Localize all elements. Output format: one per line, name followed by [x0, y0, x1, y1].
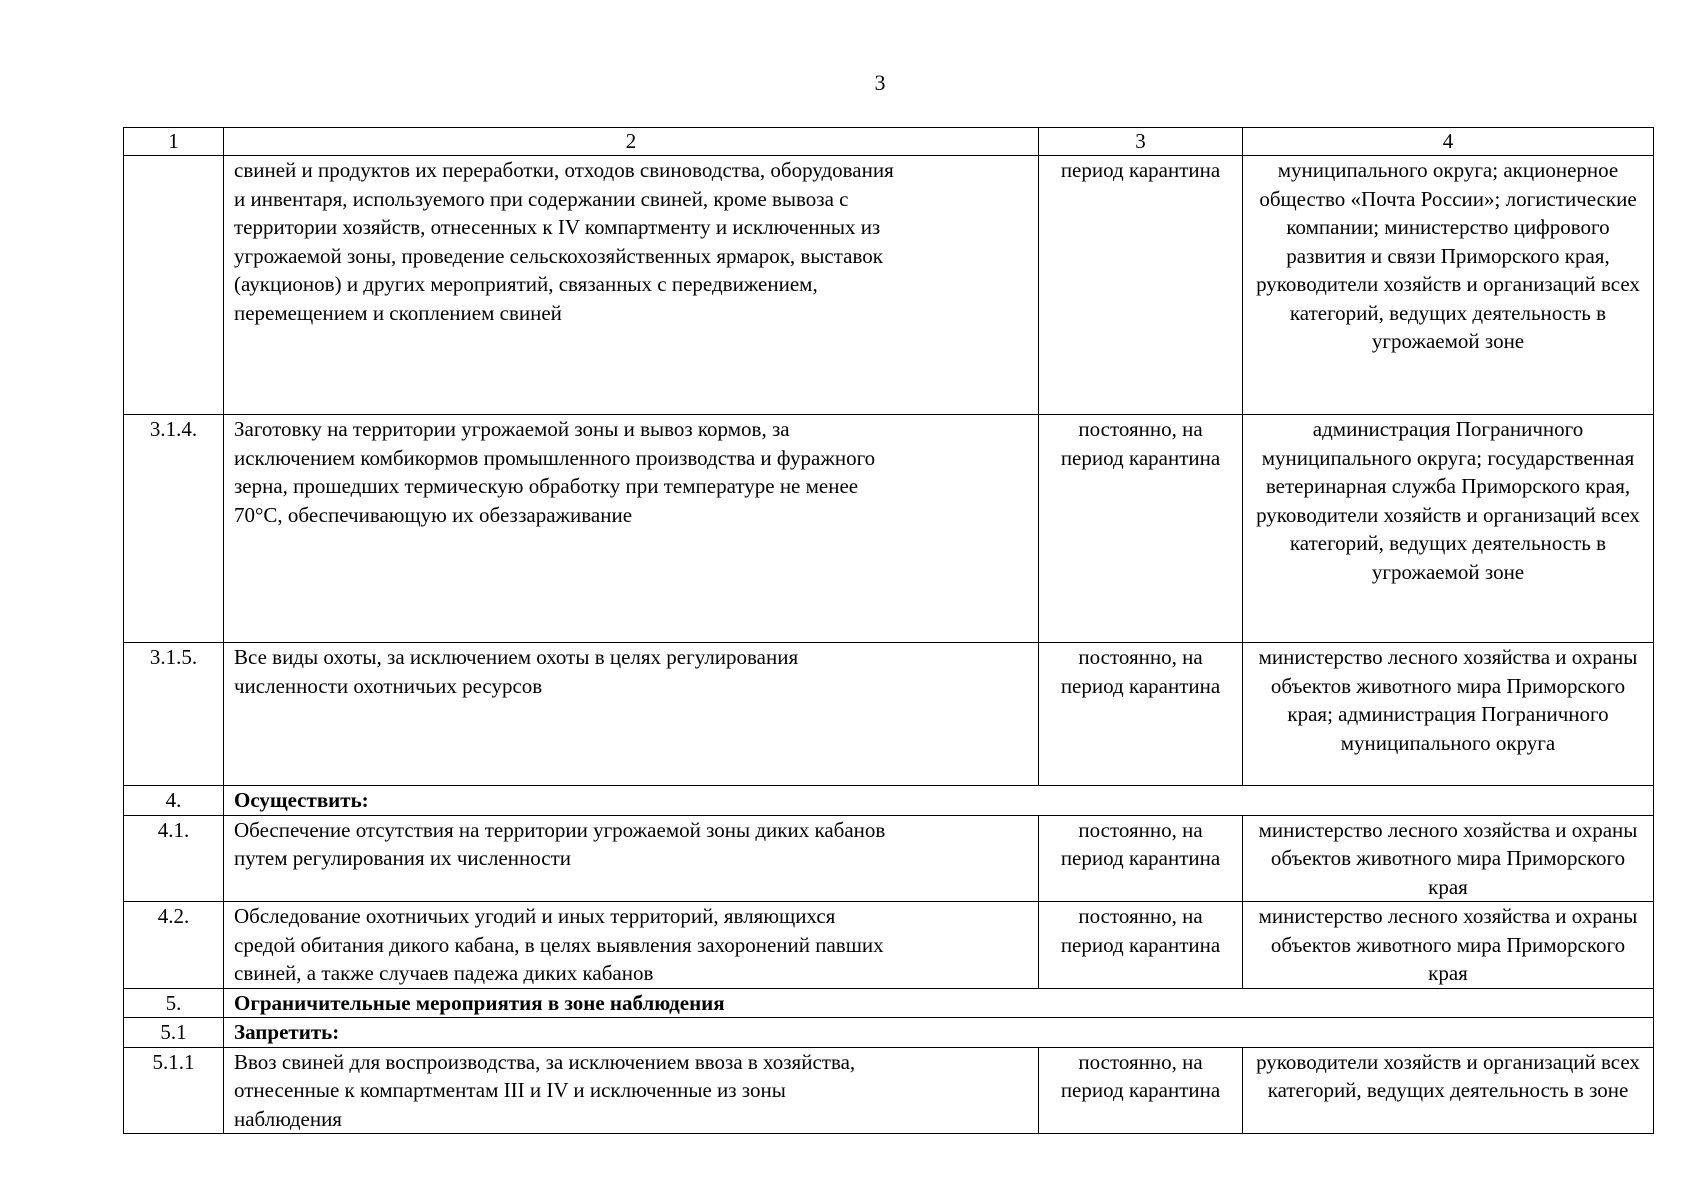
section-title: Ограничительные мероприятия в зоне наблюдения [224, 988, 1654, 1018]
item-number: 4.1. [124, 815, 224, 902]
item-number: 4. [124, 786, 224, 816]
measure-text [224, 1047, 1039, 1134]
responsible-cell: администрация Пограничного муниципального округа; государственная ветеринарная служба Приморского края, руководители хозяйств и организаций всех категорий, ведущих деятельность в угрожаемой зоне [1243, 415, 1654, 643]
column-header: 2 [224, 128, 1039, 156]
measure-text-line: свиней и продуктов их переработки, отходов свиноводства, оборудования [234, 158, 894, 182]
measure-text [224, 415, 1039, 643]
measure-text-line: 70°С, обеспечивающую их обеззараживание [234, 502, 633, 527]
responsible-cell: министерство лесного хозяйства и охраны объектов животного мира Приморского края [1243, 902, 1654, 989]
responsible-cell: руководители хозяйств и организаций всех категорий, ведущих деятельность в зоне [1243, 1047, 1654, 1134]
table-row [124, 156, 1654, 415]
column-number-row [124, 128, 1654, 156]
measure-text-line: Обеспечение отсутствия на территории угрожаемой зоны диких кабанов [234, 817, 886, 842]
measures-table [123, 127, 1654, 1134]
responsible-cell: министерство лесного хозяйства и охраны объектов животного мира Приморского края; администрация Пограничного муниципального округа [1243, 643, 1654, 786]
term-cell: постоянно, на период карантина [1039, 1047, 1243, 1134]
table-row [124, 415, 1654, 643]
responsible-cell: муниципального округа; акционерное общество «Почта России»; логистические компании; министерство цифрового развития и связи Приморского края, руководители хозяйств и организаций всех категорий, ведущих деятельность в угрожаемой зоне [1243, 156, 1654, 415]
column-header: 4 [1243, 128, 1654, 156]
item-number: 5.1 [124, 1018, 224, 1048]
measure-text-line: средой обитания дикого кабана, в целях выявления захоронений павших [234, 932, 884, 957]
term-cell: постоянно, на период карантина [1039, 902, 1243, 989]
item-number [124, 156, 224, 415]
section-title: Осуществить: [224, 786, 1654, 816]
responsible-cell: министерство лесного хозяйства и охраны объектов животного мира Приморского края [1243, 815, 1654, 902]
measure-text [224, 156, 1039, 415]
item-number: 3.1.5. [124, 643, 224, 786]
term-cell: постоянно, на период карантина [1039, 415, 1243, 643]
measure-text [224, 815, 1039, 902]
term-cell: постоянно, на период карантина [1039, 643, 1243, 786]
item-number: 3.1.4. [124, 415, 224, 643]
column-header: 1 [124, 128, 224, 156]
measure-text-line: Ввоз свиней для воспроизводства, за исключением ввоза в хозяйства, [234, 1049, 856, 1074]
table-row [124, 815, 1654, 902]
measure-text-line: и инвентаря, используемого при содержании свиней, кроме вывоза с [234, 186, 849, 211]
column-header: 3 [1039, 128, 1243, 156]
measure-text-line: отнесенные к компартментам III и IV и исключенные из зоны [234, 1078, 786, 1102]
section-row [124, 988, 1654, 1018]
measure-text-line: исключением комбикормов промышленного производства и фуражного [234, 445, 876, 470]
term-cell: постоянно, на период карантина [1039, 815, 1243, 902]
page-number: 3 [874, 70, 886, 95]
section-row [124, 1018, 1654, 1048]
section-row [124, 786, 1654, 816]
measure-text-line: свиней, а также случаев падежа диких кабанов [234, 961, 654, 985]
measure-text-line: (аукционов) и других мероприятий, связанных с передвижением, [234, 272, 818, 296]
measure-text-line: Заготовку на территории угрожаемой зоны и вывоз кормов, за [234, 417, 790, 441]
table-row [124, 1047, 1654, 1134]
measure-text-line: перемещением и скоплением свиней [234, 300, 562, 325]
term-cell: период карантина [1039, 156, 1243, 415]
measure-text-line: наблюдения [234, 1106, 342, 1131]
measure-text-line: Обследование охотничьих угодий и иных территорий, являющихся [234, 904, 836, 928]
measure-text [224, 643, 1039, 786]
measure-text-line: зерна, прошедших термическую обработку при температуре не менее [234, 474, 859, 498]
measure-text [224, 902, 1039, 989]
section-title: Запретить: [224, 1018, 1654, 1048]
measure-text-line: численности охотничьих ресурсов [234, 673, 543, 698]
measure-text-line: путем регулирования их численности [234, 846, 571, 870]
measure-text-line: Все виды охоты, за исключением охоты в целях регулирования [234, 645, 799, 669]
measure-text-line: территории хозяйств, отнесенных к IV компартменту и исключенных из [234, 215, 881, 239]
item-number: 5. [124, 988, 224, 1018]
table-row [124, 902, 1654, 989]
table-row [124, 643, 1654, 786]
measure-text-line: угрожаемой зоны, проведение сельскохозяйственных ярмарок, выставок [234, 243, 883, 268]
item-number: 4.2. [124, 902, 224, 989]
item-number: 5.1.1 [124, 1047, 224, 1134]
